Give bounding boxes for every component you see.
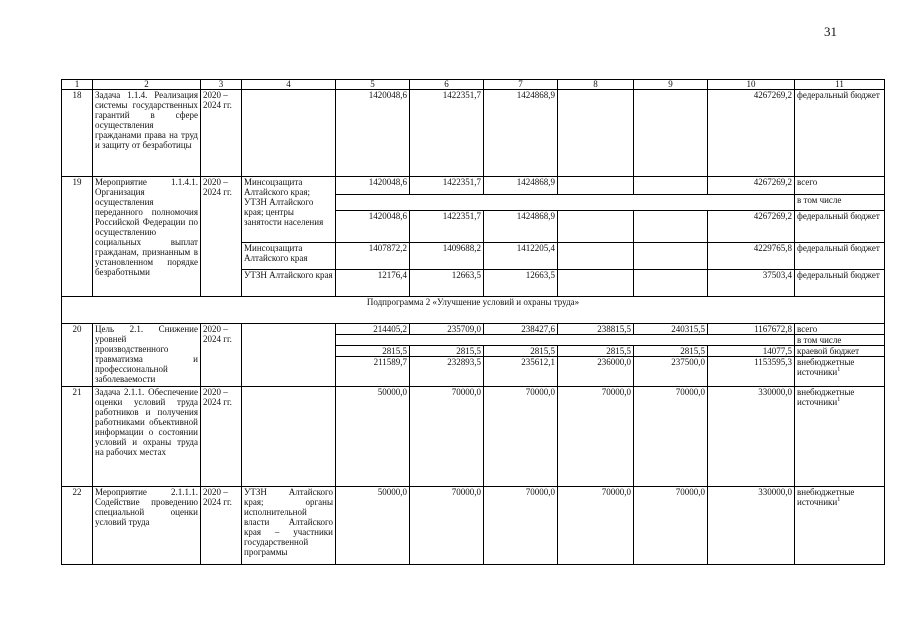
cell-value (634, 270, 708, 297)
row-period: 2020 – 2024 гг. (201, 177, 242, 297)
row-period: 2020 – 2024 гг. (201, 324, 242, 387)
column-header: 5 (336, 80, 410, 90)
cell-value: 1407872,2 (336, 243, 410, 270)
row-period: 2020 – 2024 гг. (201, 387, 242, 487)
cell-value: 237500,0 (634, 357, 708, 387)
row-name: Задача 1.1.4. Реализация системы государственных гарантий в сфере осуществления гражданами права на труд и защиту от безработицы (93, 90, 201, 177)
row-source (795, 387, 885, 487)
cell-value (558, 211, 634, 243)
cell-value (558, 243, 634, 270)
column-number-row (62, 80, 885, 90)
cell-value: 70000,0 (558, 487, 634, 565)
cell-value: 12663,5 (410, 270, 484, 297)
cell-value: 2815,5 (410, 346, 484, 357)
cell-value: 70000,0 (484, 487, 558, 565)
cell-value: 1422351,7 (410, 90, 484, 177)
cell-value: 1424868,9 (484, 90, 558, 177)
footnote-mark: 1 (837, 397, 841, 403)
cell-value: 70000,0 (634, 487, 708, 565)
table-row (62, 324, 885, 335)
cell-value: 1422351,7 (410, 177, 484, 195)
cell-value: 4267269,2 (708, 177, 795, 195)
row-executor: УТЗН Алтайского края; органы исполнительной власти Алтайского края – участники государственной программы (242, 487, 336, 565)
cell-value: 1167672,8 (708, 324, 795, 335)
cell-value: 70000,0 (484, 387, 558, 487)
column-header: 8 (558, 80, 634, 90)
cell-value: 211589,7 (336, 357, 410, 387)
column-header: 2 (93, 80, 201, 90)
cell-value (634, 177, 708, 195)
cell-value (634, 90, 708, 177)
row-period: 2020 – 2024 гг. (201, 487, 242, 565)
source-text: внебюджетные источники (797, 387, 855, 407)
cell-value: 12176,4 (336, 270, 410, 297)
row-source: в том числе (795, 335, 885, 346)
cell-value: 4267269,2 (708, 90, 795, 177)
table-row (62, 177, 885, 195)
budget-table (61, 79, 885, 565)
row-period: 2020 – 2024 гг. (201, 90, 242, 177)
page-number: 31 (824, 24, 837, 39)
row-name: Мероприятие 2.1.1.1. Содействие проведению специальной оценки условий труда (93, 487, 201, 565)
row-number: 18 (62, 90, 93, 177)
row-number: 22 (62, 487, 93, 565)
row-executor (242, 90, 336, 177)
cell-value: 330000,0 (708, 487, 795, 565)
cell-value: 70000,0 (558, 387, 634, 487)
cell-value: 1420048,6 (336, 211, 410, 243)
row-executor: Минсоцзащита Алтайского края (242, 243, 336, 270)
cell-value: 4267269,2 (708, 211, 795, 243)
column-header: 6 (410, 80, 484, 90)
table-row (62, 90, 885, 177)
column-header: 3 (201, 80, 242, 90)
row-source (795, 357, 885, 387)
cell-value: 1420048,6 (336, 177, 410, 195)
row-source: краевой бюджет (795, 346, 885, 357)
cell-value: 1153595,3 (708, 357, 795, 387)
row-source (795, 487, 885, 565)
row-name: Задача 2.1.1. Обеспечение оценки условий труда работников и получения работниками объективной информации о состоянии условий и охраны труда на рабочих местах (93, 387, 201, 487)
column-header: 10 (708, 80, 795, 90)
cell-value (336, 195, 795, 211)
row-number: 21 (62, 387, 93, 487)
footnote-mark: 1 (837, 497, 841, 503)
row-name: Цель 2.1. Снижение уровней производственного травматизма и профессиональной заболеваемости (93, 324, 201, 387)
cell-value: 1412205,4 (484, 243, 558, 270)
cell-value: 236000,0 (558, 357, 634, 387)
row-executor: Минсоцзащита Алтайского края; УТЗН Алтайского края; центры занятости населения (242, 177, 336, 243)
table-row (62, 487, 885, 565)
row-executor (242, 324, 336, 387)
cell-value: 1424868,9 (484, 211, 558, 243)
cell-value: 50000,0 (336, 487, 410, 565)
column-header: 7 (484, 80, 558, 90)
cell-value: 232893,5 (410, 357, 484, 387)
cell-value: 238427,6 (484, 324, 558, 335)
row-executor (242, 387, 336, 487)
cell-value: 240315,5 (634, 324, 708, 335)
row-name: Мероприятие 1.1.4.1. Организация осуществления переданного полномочия Российской Федерации по осуществлению социальных выплат гражданам, признанным в установленном порядке безработными (93, 177, 201, 297)
source-text: внебюджетные источники (797, 357, 855, 377)
cell-value (634, 211, 708, 243)
cell-value (558, 270, 634, 297)
cell-value: 4229765,8 (708, 243, 795, 270)
column-header: 1 (62, 80, 93, 90)
cell-value: 235612,1 (484, 357, 558, 387)
row-source: всего (795, 177, 885, 195)
row-executor: УТЗН Алтайского края (242, 270, 336, 297)
cell-value: 238815,5 (558, 324, 634, 335)
subprogram-title: Подпрограмма 2 «Улучшение условий и охраны труда» (62, 297, 885, 324)
column-header: 4 (242, 80, 336, 90)
cell-value: 330000,0 (708, 387, 795, 487)
cell-value: 1424868,9 (484, 177, 558, 195)
cell-value: 1420048,6 (336, 90, 410, 177)
table-row (62, 387, 885, 487)
source-text: внебюджетные источники (797, 487, 855, 507)
cell-value: 2815,5 (634, 346, 708, 357)
cell-value: 2815,5 (558, 346, 634, 357)
cell-value (634, 243, 708, 270)
cell-value: 70000,0 (410, 487, 484, 565)
cell-value: 37503,4 (708, 270, 795, 297)
cell-value: 70000,0 (634, 387, 708, 487)
row-source: федеральный бюджет (795, 211, 885, 243)
cell-value: 14077,5 (708, 346, 795, 357)
row-source: федеральный бюджет (795, 270, 885, 297)
cell-value (558, 177, 634, 195)
row-source: федеральный бюджет (795, 243, 885, 270)
row-number: 20 (62, 324, 93, 387)
cell-value: 50000,0 (336, 387, 410, 487)
cell-value: 70000,0 (410, 387, 484, 487)
subprogram-row (62, 297, 885, 324)
footnote-mark: 1 (837, 367, 841, 373)
cell-value: 214405,2 (336, 324, 410, 335)
cell-value (558, 90, 634, 177)
cell-value: 2815,5 (336, 346, 410, 357)
row-number: 19 (62, 177, 93, 297)
cell-value: 1409688,2 (410, 243, 484, 270)
cell-value: 2815,5 (484, 346, 558, 357)
cell-value (336, 335, 795, 346)
column-header: 9 (634, 80, 708, 90)
cell-value: 12663,5 (484, 270, 558, 297)
cell-value: 1422351,7 (410, 211, 484, 243)
row-source: всего (795, 324, 885, 335)
row-source: в том числе (795, 195, 885, 211)
row-source: федеральный бюджет (795, 90, 885, 177)
column-header: 11 (795, 80, 885, 90)
cell-value: 235709,0 (410, 324, 484, 335)
